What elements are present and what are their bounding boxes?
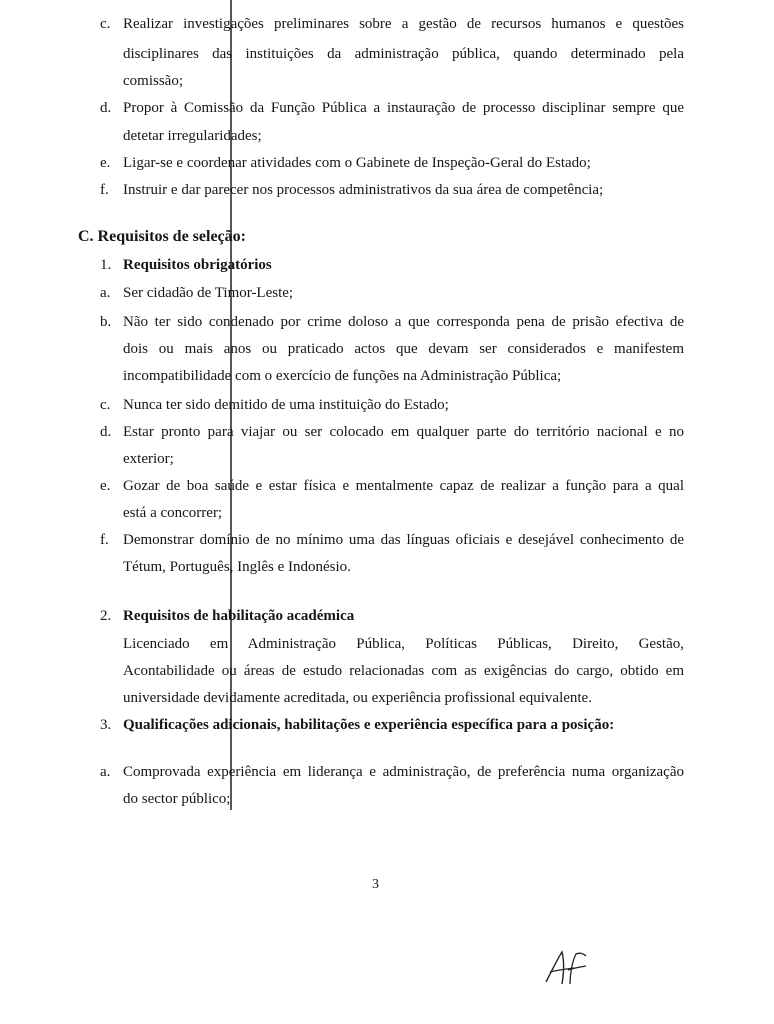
- list-item-label: b.: [100, 314, 112, 330]
- req2-line: Acontabilidade ou áreas de estudo relacionadas com as exigências do cargo, obtido em: [123, 663, 684, 679]
- list-item-line: Nunca ter sido demitido de uma instituição do Estado;: [123, 397, 449, 413]
- list-item-line: comissão;: [123, 73, 183, 89]
- list-item-line: Instruir e dar parecer nos processos administrativos da sua área de competência;: [123, 182, 604, 198]
- list-item-line: está a concorrer;: [123, 505, 223, 521]
- list-item-line: Ligar-se e coordenar atividades com o Gabinete de Inspeção-Geral do Estado;: [123, 155, 591, 171]
- list-item-label: c.: [100, 16, 111, 32]
- list-item-label: e.: [100, 478, 111, 494]
- signature-mark: [540, 948, 590, 988]
- req1-number: 1.: [100, 257, 112, 273]
- list-item-line: Tétum, Português, Inglês e Indonésio.: [123, 559, 351, 575]
- list-item-label: d.: [100, 424, 112, 440]
- req2-line: Licenciado em Administração Pública, Políticas Públicas, Direito, Gestão,: [123, 636, 684, 652]
- list-item-line: Comprovada experiência em liderança e administração, de preferência numa organização: [123, 764, 684, 780]
- list-item-line: Não ter sido condenado por crime doloso a que corresponda pena de prisão efectiva de: [123, 314, 684, 330]
- list-item-line: Realizar investigações preliminares sobre a gestão de recursos humanos e questões: [123, 16, 684, 32]
- req2-title: Requisitos de habilitação académica: [123, 608, 355, 624]
- list-item-line: Ser cidadão de Timor-Leste;: [123, 285, 294, 301]
- req3-title: Qualificações adicionais, habilitações e experiência específica para a posição:: [123, 717, 615, 733]
- list-item-label: d.: [100, 100, 112, 116]
- list-item-line: Propor à Comissão da Função Pública a instauração de processo disciplinar sempre que: [123, 100, 684, 116]
- page-number: 3: [372, 877, 379, 892]
- req3-number: 3.: [100, 717, 112, 733]
- list-item-line: disciplinares das instituições da administração pública, quando determinado pela: [123, 46, 684, 62]
- list-item-line: Gozar de boa saúde e estar física e mentalmente capaz de realizar a função para a qual: [123, 478, 684, 494]
- list-item-line: Demonstrar domínio de no mínimo uma das línguas oficiais e desejável conhecimento de: [123, 532, 684, 548]
- list-item-line: Estar pronto para viajar ou ser colocado em qualquer parte do território nacional e no: [123, 424, 684, 440]
- list-item-label: f.: [100, 532, 109, 548]
- list-item-label: c.: [100, 397, 111, 413]
- section-c-heading: C. Requisitos de seleção:: [78, 228, 246, 245]
- list-item-label: a.: [100, 764, 111, 780]
- req2-line: universidade devidamente acreditada, ou experiência profissional equivalente.: [123, 690, 592, 706]
- list-item-line: detetar irregularidades;: [123, 128, 262, 144]
- list-item-label: a.: [100, 285, 111, 301]
- list-item-line: do sector público;: [123, 791, 231, 807]
- req2-number: 2.: [100, 608, 112, 624]
- req1-title: Requisitos obrigatórios: [123, 257, 272, 273]
- list-item-label: e.: [100, 155, 111, 171]
- list-item-line: dois ou mais anos ou praticado actos que devam ser considerados e manifestem: [123, 341, 684, 357]
- list-item-label: f.: [100, 182, 109, 198]
- list-item-line: exterior;: [123, 451, 174, 467]
- list-item-line: incompatibilidade com o exercício de funções na Administração Pública;: [123, 368, 562, 384]
